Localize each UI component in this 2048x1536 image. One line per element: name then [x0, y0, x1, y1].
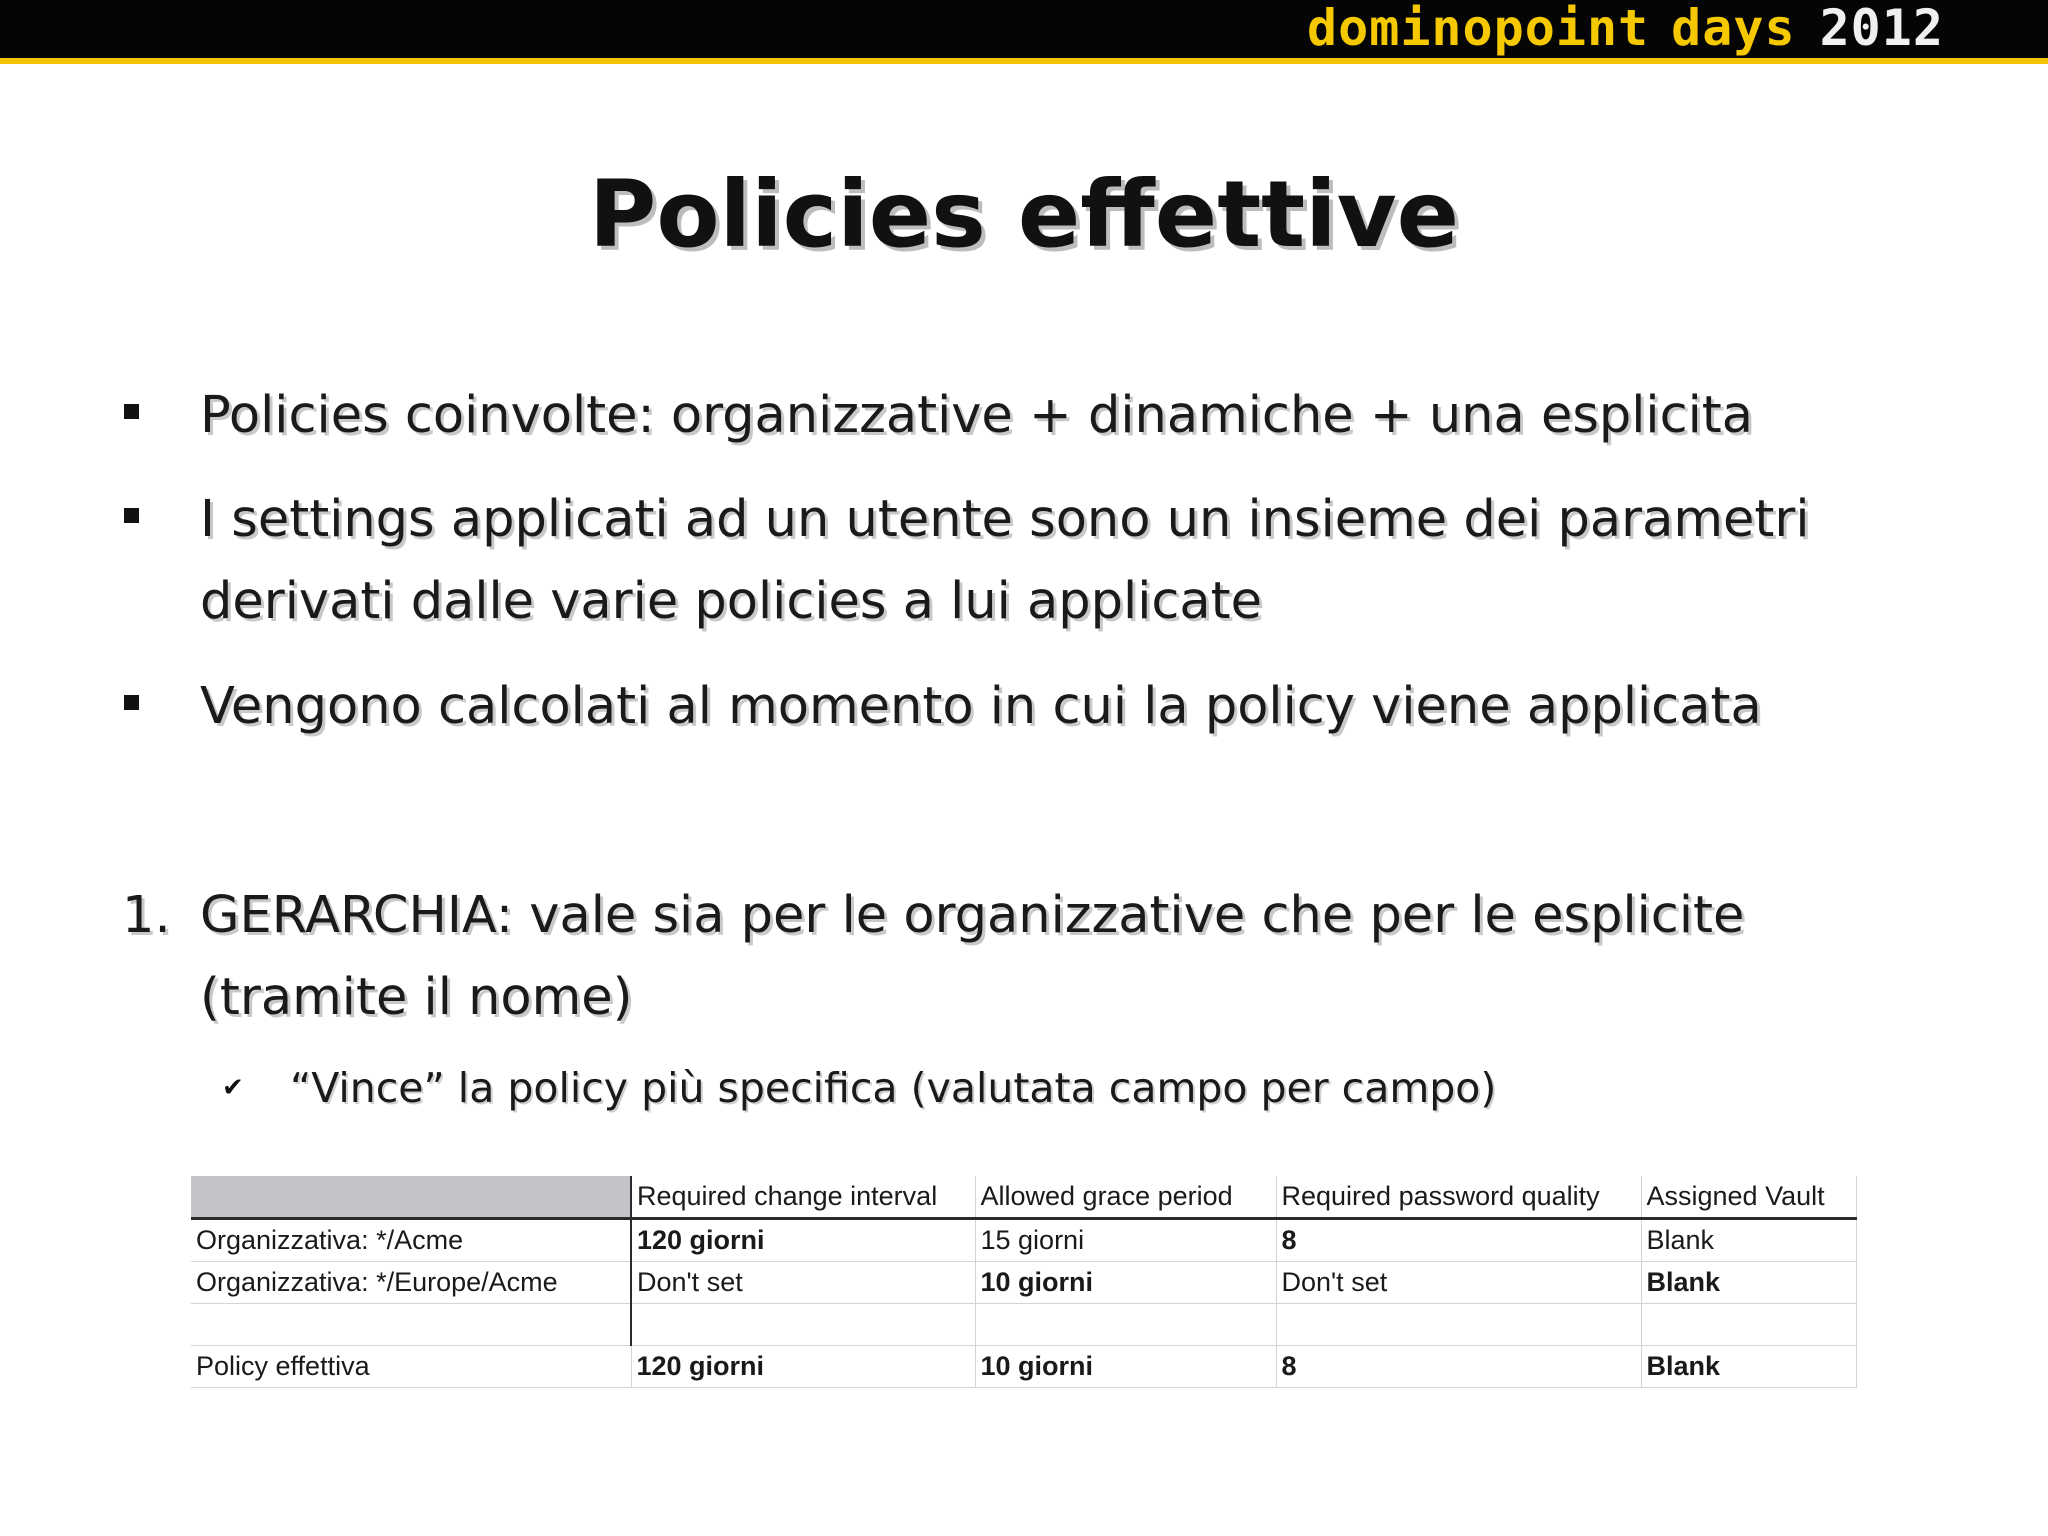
table-cell — [1641, 1304, 1856, 1346]
policy-table — [191, 1176, 1857, 1388]
table-cell: Don't set — [631, 1262, 975, 1304]
table-cell: 15 giorni — [975, 1219, 1276, 1262]
table-row — [191, 1219, 1856, 1262]
column-header: Assigned Vault — [1641, 1176, 1856, 1219]
row-label: Organizzativa: */Europe/Acme — [191, 1262, 631, 1304]
table-row — [191, 1262, 1856, 1304]
table-cell: 10 giorni — [975, 1262, 1276, 1304]
row-label: Policy effettiva — [191, 1346, 631, 1388]
column-header: Required change interval — [631, 1176, 975, 1219]
table-cell: 8 — [1276, 1346, 1641, 1388]
column-header: Allowed grace period — [975, 1176, 1276, 1219]
numbered-item: GERARCHIA: vale sia per le organizzative che per le esplicite (tramite il nome) — [200, 886, 1745, 1027]
table-cell: 10 giorni — [975, 1346, 1276, 1388]
table-cell: Blank — [1641, 1346, 1856, 1388]
column-header: Required password quality — [1276, 1176, 1641, 1219]
table-row-result — [191, 1346, 1856, 1388]
table-cell: 120 giorni — [631, 1346, 975, 1388]
brand-logo-year: 2012 — [1819, 0, 1944, 57]
row-label: Organizzativa: */Acme — [191, 1219, 631, 1262]
header-bar — [0, 0, 2048, 64]
bullet-square-icon — [124, 404, 139, 419]
sub-bullet-item: “Vince” la policy più specifica (valutata campo per campo) — [290, 1064, 1497, 1112]
table-cell — [975, 1304, 1276, 1346]
row-label — [191, 1304, 631, 1346]
bullet-item: I settings applicati ad un utente sono un insieme dei parametri derivati dalle varie policies a lui applicate — [200, 490, 1810, 631]
table-header-row — [191, 1176, 1856, 1219]
table-row-empty — [191, 1304, 1856, 1346]
slide-title: Policies effettive — [588, 161, 1460, 268]
table-cell: Blank — [1641, 1219, 1856, 1262]
table-cell: Don't set — [1276, 1262, 1641, 1304]
bullet-square-icon — [124, 508, 139, 523]
brand-logo — [1307, 1, 1944, 55]
bullet-square-icon — [124, 695, 139, 710]
table-cell: 120 giorni — [631, 1219, 975, 1262]
table-corner-cell — [191, 1176, 631, 1219]
table-cell — [631, 1304, 975, 1346]
bullet-item: Vengono calcolati al momento in cui la policy viene applicata — [200, 677, 1762, 736]
checkmark-icon: ✔ — [222, 1073, 244, 1103]
bullet-item: Policies coinvolte: organizzative + dinamiche + una esplicita — [200, 386, 1754, 445]
table-cell — [1276, 1304, 1641, 1346]
list-number: 1. — [122, 886, 171, 945]
table-cell: 8 — [1276, 1219, 1641, 1262]
table-cell: Blank — [1641, 1262, 1856, 1304]
brand-logo-part2: days — [1671, 0, 1796, 57]
brand-logo-part1: dominopoint — [1307, 0, 1650, 57]
